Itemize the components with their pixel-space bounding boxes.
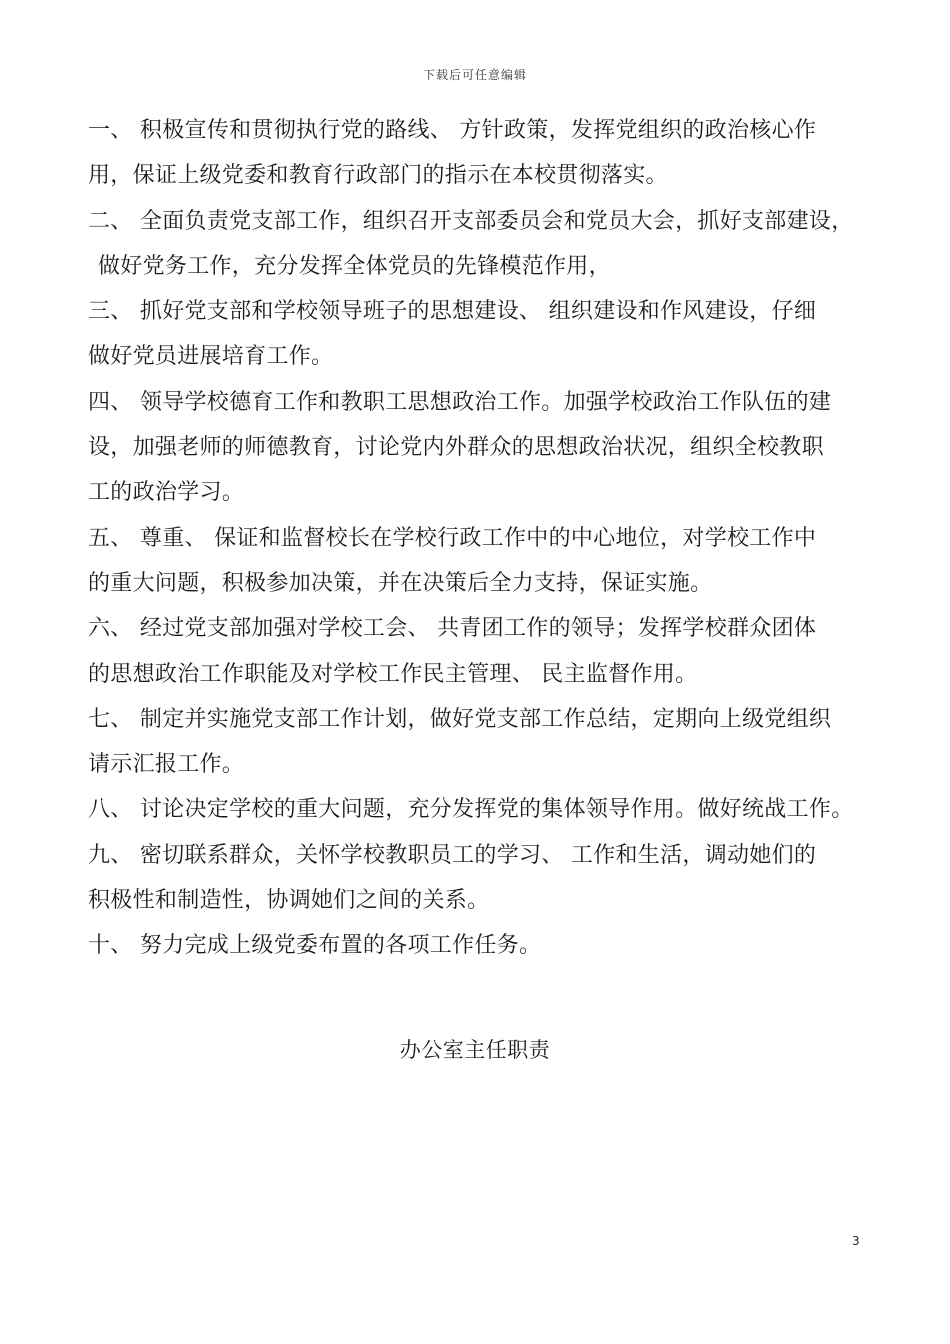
body-line: 二、 全面负责党支部工作，组织召开支部委员会和党员大会，抓好支部建设， [88, 208, 854, 234]
body-line: 用，保证上级党委和教育行政部门的指示在本校贯彻落实。 [88, 163, 668, 189]
body-line: 的重大问题，积极参加决策，并在决策后全力支持，保证实施。 [88, 570, 713, 596]
section-title: 办公室主任职责 [399, 1038, 551, 1062]
page-header: 下载后可任意编辑 [422, 68, 527, 82]
body-line: 请示汇报工作。 [88, 752, 245, 778]
body-line: 六、 经过党支部加强对学校工会、 共青团工作的领导；发挥学校群众团体 [88, 616, 817, 642]
body-line: 设，加强老师的师德教育，讨论党内外群众的思想政治状况，组织全校教职 [88, 435, 824, 461]
body-line: 五、 尊重、 保证和监督校长在学校行政工作中的中心地位，对学校工作中 [88, 525, 817, 551]
body-line: 九、 密切联系群众，关怀学校教职员工的学习、 工作和生活，调动她们的 [88, 842, 817, 868]
page-number: 3 [852, 1234, 860, 1248]
body-line: 工的政治学习。 [88, 480, 245, 506]
body-line: 积极性和制造性，协调她们之间的关系。 [88, 888, 490, 914]
body-line: 的思想政治工作职能及对学校工作民主管理、 民主监督作用。 [88, 661, 698, 687]
body-line: 做好党员进展培育工作。 [88, 344, 334, 370]
body-line: 八、 讨论决定学校的重大问题，充分发挥党的集体领导作用。做好统战工作。 [88, 797, 854, 823]
body-line: 三、 抓好党支部和学校领导班子的思想建设、 组织建设和作风建设，仔细 [88, 299, 817, 325]
body-line: 十、 努力完成上级党委布置的各项工作任务。 [88, 933, 542, 959]
body-line: 七、 制定并实施党支部工作计划，做好党支部工作总结，定期向上级党组织 [88, 706, 832, 732]
body-line: 做好党务工作，充分发挥全体党员的先锋模范作用， [98, 253, 611, 279]
body-line: 四、 领导学校德育工作和教职工思想政治工作。加强学校政治工作队伍的建 [88, 389, 832, 415]
body-line: 一、 积极宣传和贯彻执行党的路线、 方针政策，发挥党组织的政治核心作 [88, 118, 817, 143]
document-body [88, 108, 888, 969]
